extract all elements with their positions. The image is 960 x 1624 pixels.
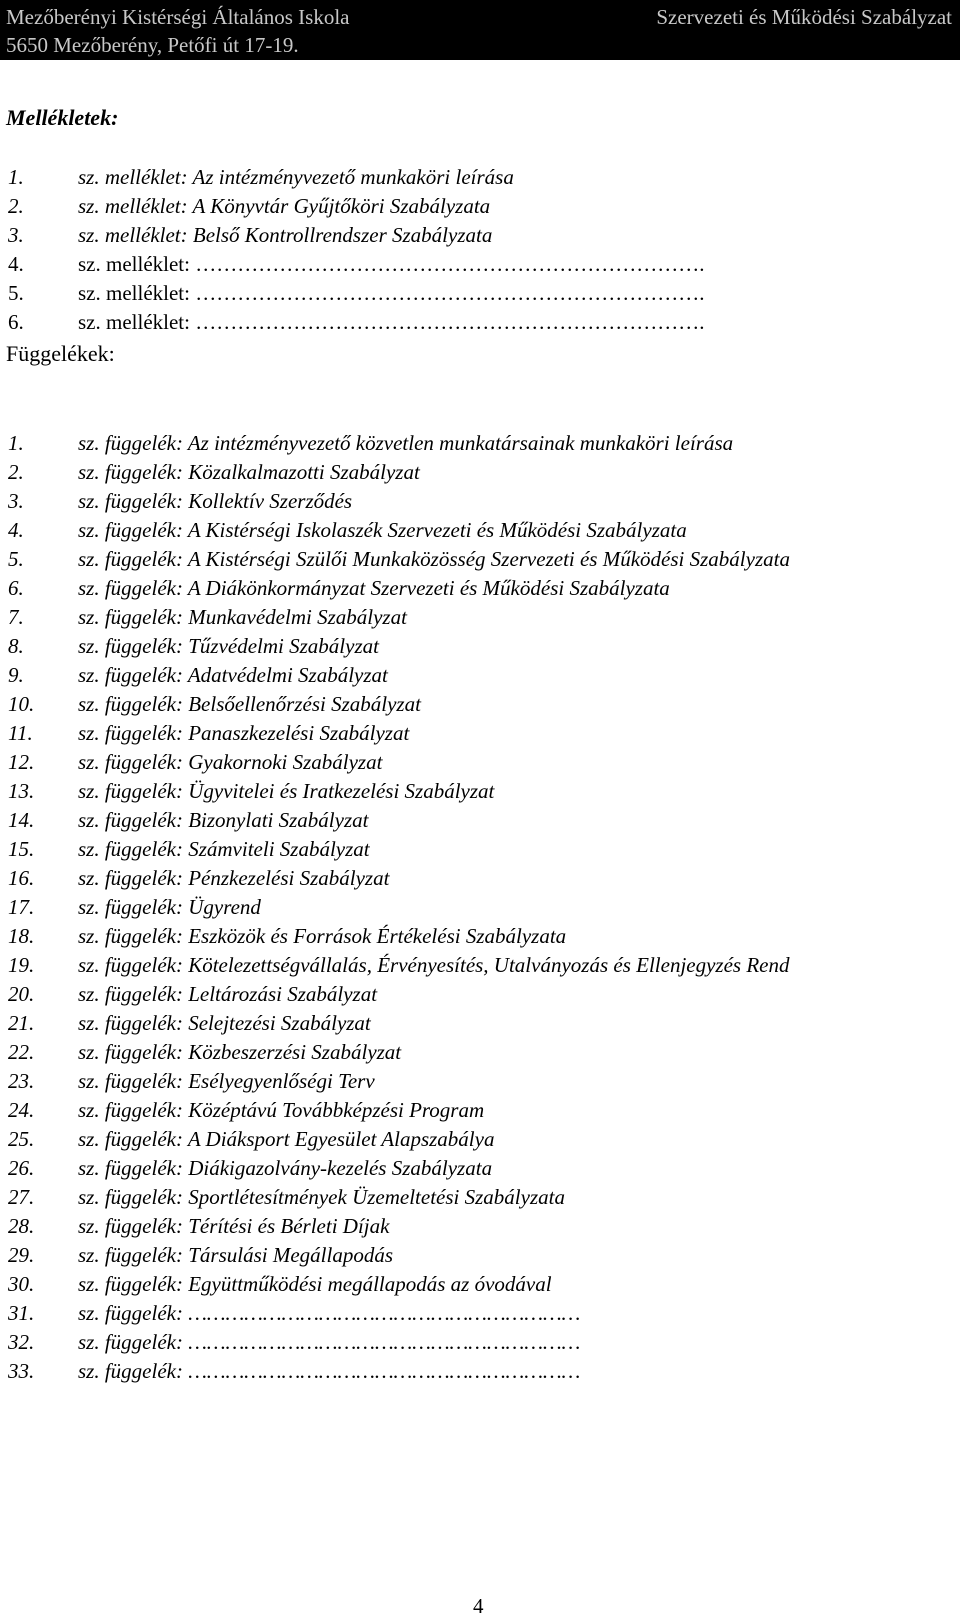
fuggelek-item-text: sz. függelék: ……………………………………………………… bbox=[78, 1301, 581, 1325]
fuggelek-item bbox=[0, 1009, 960, 1038]
fuggelek-item-number: 33. bbox=[8, 1359, 35, 1383]
fuggelek-item-text: sz. függelék: Együttműködési megállapodás az óvodával bbox=[78, 1272, 552, 1296]
fuggelek-item-number: 14. bbox=[8, 808, 35, 832]
fuggelek-item bbox=[0, 806, 960, 835]
melleklet-item bbox=[0, 250, 960, 279]
fuggelek-item-text: sz. függelék: Közbeszerzési Szabályzat bbox=[78, 1040, 402, 1064]
fuggelek-item bbox=[0, 1183, 960, 1212]
fuggelek-item-text: sz. függelék: Kollektív Szerződés bbox=[78, 489, 353, 513]
fuggelek-item bbox=[0, 1241, 960, 1270]
fuggelek-item-number: 27. bbox=[8, 1185, 35, 1209]
fuggelek-item bbox=[0, 1125, 960, 1154]
fuggelek-item bbox=[0, 632, 960, 661]
fuggelek-item bbox=[0, 574, 960, 603]
fuggelek-item-number: 18. bbox=[8, 924, 35, 948]
fuggelek-item-number: 11. bbox=[8, 721, 33, 745]
fuggelek-item-text: sz. függelék: Leltározási Szabályzat bbox=[78, 982, 378, 1006]
fuggelek-item-text: sz. függelék: Belsőellenőrzési Szabályzat bbox=[78, 692, 421, 716]
fuggelek-item bbox=[0, 1357, 960, 1386]
melleklet-item-number: 3. bbox=[8, 223, 24, 247]
fuggelek-item-number: 8. bbox=[8, 634, 24, 658]
fuggelek-item-text: sz. függelék: Társulási Megállapodás bbox=[78, 1243, 393, 1267]
fuggelek-item-number: 17. bbox=[8, 895, 35, 919]
fuggelek-item bbox=[0, 922, 960, 951]
fuggelek-item-number: 2. bbox=[8, 460, 24, 484]
fuggelek-item-number: 12. bbox=[8, 750, 35, 774]
fuggelek-item-text: sz. függelék: Esélyegyenlőségi Terv bbox=[78, 1069, 375, 1093]
fuggelek-item-number: 6. bbox=[8, 576, 24, 600]
fuggelek-item bbox=[0, 893, 960, 922]
fuggelek-item bbox=[0, 864, 960, 893]
fuggelek-item-number: 1. bbox=[8, 431, 24, 455]
fuggelek-item-text: sz. függelék: Panaszkezelési Szabályzat bbox=[78, 721, 410, 745]
fuggelek-item bbox=[0, 603, 960, 632]
fuggelek-item-number: 16. bbox=[8, 866, 35, 890]
mellekletek-title: Mellékletek: bbox=[6, 105, 119, 130]
melleklet-item bbox=[0, 163, 960, 192]
fuggelek-item-number: 20. bbox=[8, 982, 35, 1006]
fuggelek-item-text: sz. függelék: Diákigazolvány-kezelés Szabályzata bbox=[78, 1156, 493, 1180]
fuggelek-item-text: sz. függelék: Eszközök és Források Értékelési Szabályzata bbox=[78, 924, 567, 948]
fuggelek-item-text: sz. függelék: Selejtezési Szabályzat bbox=[78, 1011, 371, 1035]
fuggelek-item bbox=[0, 1299, 960, 1328]
melleklet-item-number: 4. bbox=[8, 252, 24, 276]
fuggelek-item bbox=[0, 835, 960, 864]
fuggelekek-title: Függelékek: bbox=[6, 341, 115, 366]
fuggelek-item-number: 24. bbox=[8, 1098, 35, 1122]
fuggelek-item bbox=[0, 748, 960, 777]
melleklet-item-text: sz. melléklet: Az intézményvezető munkaköri leírása bbox=[78, 165, 514, 189]
melleklet-item-text: sz. melléklet: ………………………………………………………………. bbox=[78, 252, 705, 276]
fuggelek-item bbox=[0, 1067, 960, 1096]
melleklet-item bbox=[0, 279, 960, 308]
fuggelek-item bbox=[0, 458, 960, 487]
fuggelek-item bbox=[0, 487, 960, 516]
fuggelek-item-text: sz. függelék: Térítési és Bérleti Díjak bbox=[78, 1214, 390, 1238]
melleklet-item-text: sz. melléklet: ………………………………………………………………. bbox=[78, 281, 705, 305]
fuggelek-item-number: 5. bbox=[8, 547, 24, 571]
fuggelek-item-text: sz. függelék: Számviteli Szabályzat bbox=[78, 837, 370, 861]
fuggelek-item-number: 31. bbox=[8, 1301, 35, 1325]
fuggelek-item-number: 15. bbox=[8, 837, 35, 861]
fuggelek-item bbox=[0, 545, 960, 574]
fuggelek-item-number: 3. bbox=[8, 489, 24, 513]
melleklet-item bbox=[0, 221, 960, 250]
melleklet-item-number: 1. bbox=[8, 165, 24, 189]
fuggelek-item-text: sz. függelék: Kötelezettségvállalás, Érvényesítés, Utalványozás és Ellenjegyzés Rend bbox=[78, 953, 790, 977]
fuggelek-item-number: 30. bbox=[8, 1272, 35, 1296]
fuggelek-item-text: sz. függelék: Bizonylati Szabályzat bbox=[78, 808, 369, 832]
fuggelek-item bbox=[0, 980, 960, 1009]
melleklet-item-text: sz. melléklet: Belső Kontrollrendszer Szabályzata bbox=[78, 223, 493, 247]
fuggelek-item-number: 28. bbox=[8, 1214, 35, 1238]
fuggelek-item-text: sz. függelék: Az intézményvezető közvetlen munkatársainak munkaköri leírása bbox=[78, 431, 734, 455]
fuggelek-item-text: sz. függelék: Pénzkezelési Szabályzat bbox=[78, 866, 390, 890]
melleklet-item-number: 6. bbox=[8, 310, 24, 334]
fuggelek-item-text: sz. függelék: Ügyvitelei és Iratkezelési Szabályzat bbox=[78, 779, 495, 803]
fuggelek-item-number: 29. bbox=[8, 1243, 35, 1267]
fuggelek-item-text: sz. függelék: A Diáksport Egyesület Alapszabálya bbox=[78, 1127, 495, 1151]
fuggelek-item-text: sz. függelék: Ügyrend bbox=[78, 895, 261, 919]
fuggelekek-list bbox=[0, 429, 960, 1386]
fuggelek-item-number: 9. bbox=[8, 663, 24, 687]
fuggelek-item bbox=[0, 1212, 960, 1241]
fuggelek-item-number: 7. bbox=[8, 605, 24, 629]
melleklet-item-number: 5. bbox=[8, 281, 24, 305]
fuggelek-item-text: sz. függelék: Közalkalmazotti Szabályzat bbox=[78, 460, 420, 484]
fuggelek-item bbox=[0, 1096, 960, 1125]
fuggelek-item-number: 32. bbox=[8, 1330, 35, 1354]
fuggelek-item bbox=[0, 429, 960, 458]
fuggelek-item bbox=[0, 777, 960, 806]
fuggelek-item-number: 25. bbox=[8, 1127, 35, 1151]
melleklet-item-number: 2. bbox=[8, 194, 24, 218]
fuggelek-item-number: 23. bbox=[8, 1069, 35, 1093]
fuggelek-item-text: sz. függelék: A Diákönkormányzat Szervezeti és Működési Szabályzata bbox=[78, 576, 670, 600]
fuggelek-item-text: sz. függelék: Tűzvédelmi Szabályzat bbox=[78, 634, 379, 658]
fuggelek-item-text: sz. függelék: Sportlétesítmények Üzemeltetési Szabályzata bbox=[78, 1185, 565, 1209]
fuggelek-item-text: sz. függelék: Munkavédelmi Szabályzat bbox=[78, 605, 407, 629]
fuggelek-item-text: sz. függelék: ……………………………………………………… bbox=[78, 1359, 581, 1383]
fuggelek-item-number: 4. bbox=[8, 518, 24, 542]
fuggelek-item bbox=[0, 1270, 960, 1299]
fuggelek-item-text: sz. függelék: Középtávú Továbbképzési Program bbox=[78, 1098, 485, 1122]
fuggelek-item-number: 13. bbox=[8, 779, 35, 803]
melleklet-item bbox=[0, 308, 960, 337]
fuggelek-item-number: 22. bbox=[8, 1040, 35, 1064]
melleklet-item-text: sz. melléklet: ………………………………………………………………. bbox=[78, 310, 705, 334]
fuggelek-item-text: sz. függelék: A Kistérségi Szülői Munkaközösség Szervezeti és Működési Szabályzata bbox=[78, 547, 790, 571]
melleklet-item bbox=[0, 192, 960, 221]
fuggelek-item bbox=[0, 1328, 960, 1357]
fuggelek-item bbox=[0, 516, 960, 545]
page-header bbox=[0, 0, 960, 60]
fuggelek-item-number: 21. bbox=[8, 1011, 35, 1035]
fuggelek-item bbox=[0, 719, 960, 748]
fuggelek-item-number: 26. bbox=[8, 1156, 35, 1180]
fuggelek-item bbox=[0, 1038, 960, 1067]
fuggelek-item bbox=[0, 661, 960, 690]
header-document-title: Szervezeti és Működési Szabályzat bbox=[656, 5, 952, 29]
header-address: 5650 Mezőberény, Petőfi út 17-19. bbox=[6, 33, 299, 57]
page-number: 4 bbox=[473, 1594, 484, 1618]
fuggelek-item-text: sz. függelék: ……………………………………………………… bbox=[78, 1330, 581, 1354]
header-school-name: Mezőberényi Kistérségi Általános Iskola bbox=[6, 5, 350, 29]
fuggelek-item bbox=[0, 1154, 960, 1183]
fuggelek-item-number: 19. bbox=[8, 953, 35, 977]
fuggelek-item-text: sz. függelék: Gyakornoki Szabályzat bbox=[78, 750, 383, 774]
mellekletek-list bbox=[0, 163, 960, 337]
fuggelek-item bbox=[0, 690, 960, 719]
fuggelek-item-text: sz. függelék: Adatvédelmi Szabályzat bbox=[78, 663, 388, 687]
fuggelek-item bbox=[0, 951, 960, 980]
fuggelek-item-number: 10. bbox=[8, 692, 35, 716]
fuggelek-item-text: sz. függelék: A Kistérségi Iskolaszék Szervezeti és Működési Szabályzata bbox=[78, 518, 687, 542]
melleklet-item-text: sz. melléklet: A Könyvtár Gyűjtőköri Szabályzata bbox=[78, 194, 491, 218]
